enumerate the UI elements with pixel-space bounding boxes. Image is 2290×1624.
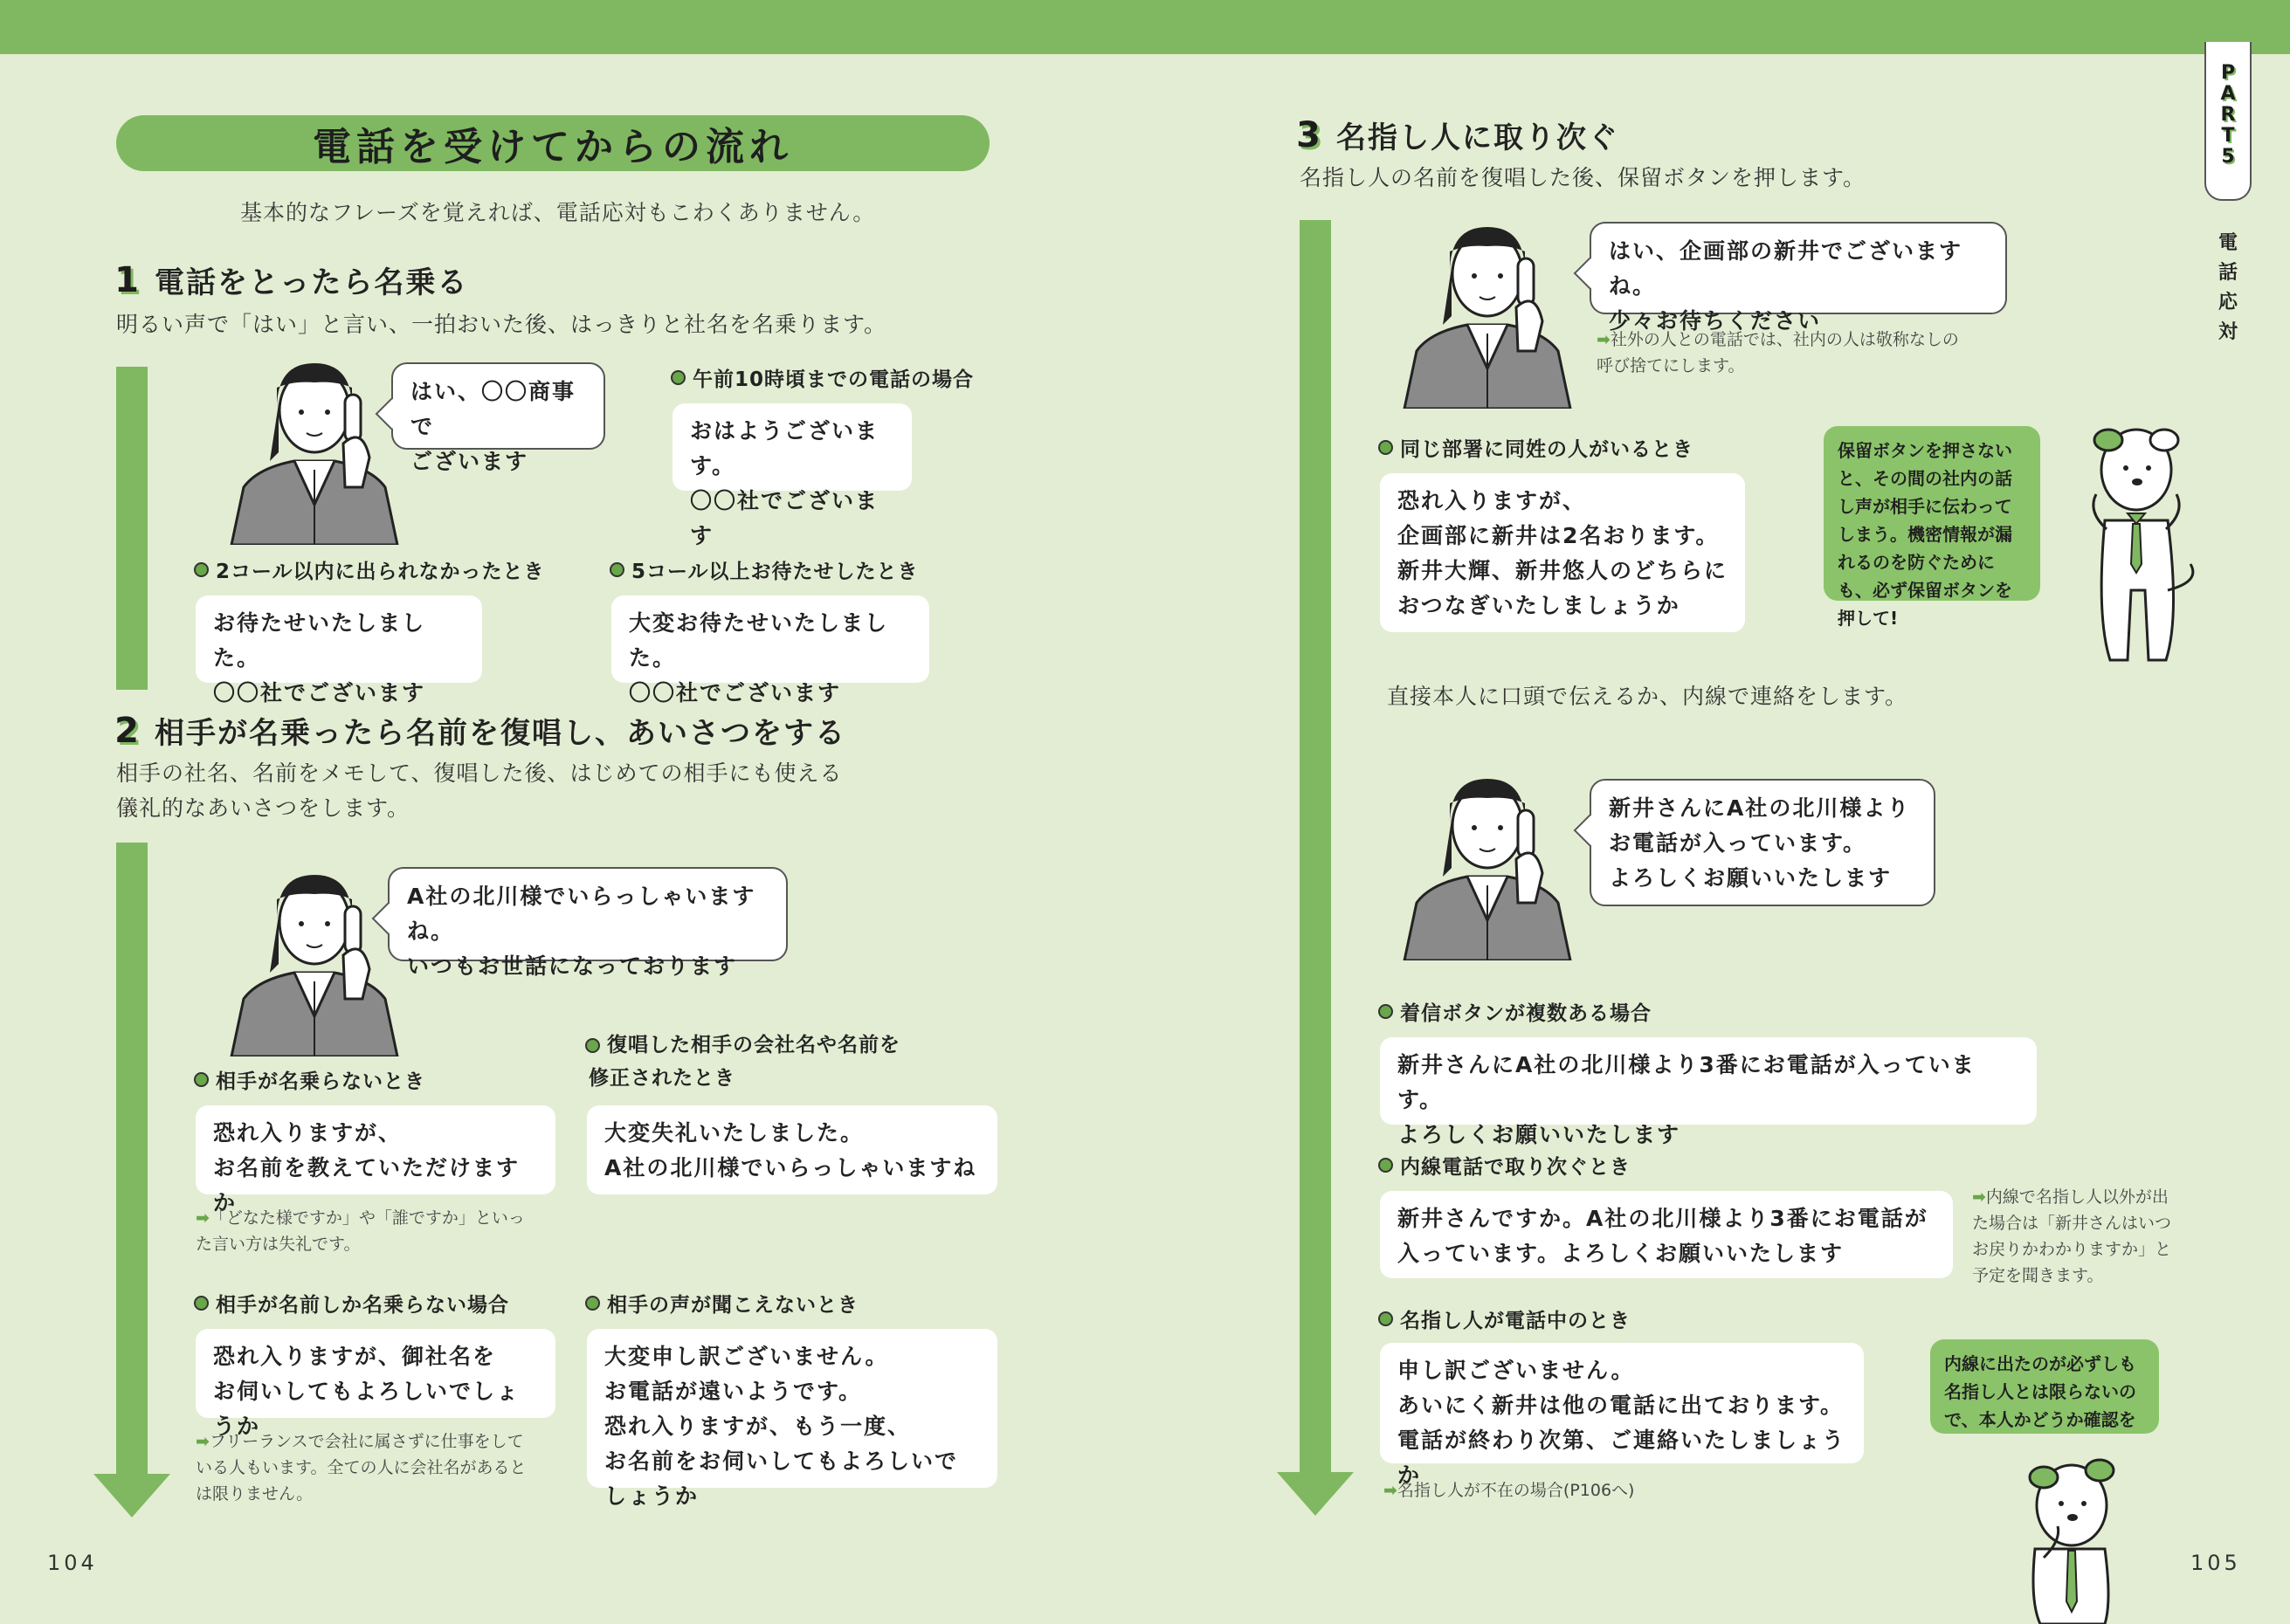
woman-on-phone-illustration [223,868,406,1056]
page-title: 電話を受けてからの流れ [116,115,990,171]
case-ext-label-text: 内線電話で取り次ぐとき [1400,1156,1631,1179]
step3-confirm-bubble [1590,222,2007,334]
case-onlyname-note-line2: いる人もいます。全ての人に会社名があると [196,1458,527,1477]
step3-note: ➡社外の人との電話では、社内の人は敬称なしの 呼び捨てにします。 [1597,327,1959,379]
case-2call-label [194,555,545,584]
case-2call-line1: お待たせいたしました。 [213,610,426,671]
step2-bubble-line2: いつもお世話になっております [407,953,738,979]
case-onlyname-note-line1: フリーランスで会社に属さずに仕事をして [209,1432,524,1451]
step2-heading-text: 相手が名乗ったら名前を復唱し、あいさつをする [155,716,846,751]
case-noname-line1: 恐れ入りますが、 [213,1120,403,1146]
bullet-dot [194,1296,209,1311]
case-onlyname-box [196,1329,555,1439]
case-multi-line2: よろしくお願いいたします [1397,1122,1681,1147]
case-multi-box [1380,1037,2037,1147]
step3-bubble2-line3: よろしくお願いいたします [1609,865,1893,891]
step1-bubble-line2: ございます [410,449,529,474]
case-onlyname-label [194,1289,509,1318]
part-tab-label: PART5 [2220,62,2236,168]
page-number-right: 105 [2190,1551,2241,1575]
dog-mascot-illustration [2070,416,2201,669]
bullet-dot [585,1038,600,1053]
case-fix-line1: 大変失礼いたしました。 [604,1120,865,1146]
case-multi-line1: 新井さんにA社の北川様より3番にお電話が入っています。 [1397,1052,1976,1112]
absent-note-text: 名指し人が不在の場合(P106へ) [1397,1481,1635,1500]
bullet-dot [610,562,624,577]
case-onlyname-line1: 恐れ入りますが、御社名を [213,1344,497,1369]
case-2call-label-text: 2コール以内に出られなかったとき [216,561,545,583]
step3-heading-text: 名指し人に取り次ぐ [1336,120,1619,155]
case-noname-note-line2: た言い方は失礼です。 [196,1235,361,1254]
case-morning-box [673,403,912,548]
case-morning-line2: 〇〇社でございます [690,488,879,548]
case-multi-label-text: 着信ボタンが複数ある場合 [1400,1002,1652,1025]
flow-bar-3 [1300,220,1331,1477]
case-ext-box [1380,1191,1953,1278]
bullet-dot [1378,1158,1393,1173]
step2-desc [116,756,843,826]
case-same-line4: おつなぎいたしましょうか [1397,593,1680,618]
ext-note: ➡内線で名指し人以外が出た場合は「新井さんはいつお戻りかわかりますか」と予定を聞きます。 [1972,1187,2172,1285]
case-voice-line3: 恐れ入りますが、もう一度、 [604,1414,912,1439]
step2-desc-line1: 相手の社名、名前をメモして、復唱した後、はじめての相手にも使える [116,760,843,786]
case-busy-label [1378,1304,1631,1333]
case-same-label-text: 同じ部署に同姓の人がいるとき [1400,438,1693,461]
case-voice-label [585,1289,859,1318]
step3-note-line2: 呼び捨てにします。 [1597,356,1745,375]
step3-heading [1298,114,1619,156]
flow-bar-1 [116,367,148,690]
case-morning-line1: おはようございます。 [690,418,879,478]
case-busy-box [1380,1343,1864,1488]
case-onlyname-line2: お伺いしてもよろしいでしょうか [213,1379,521,1439]
case-onlyname-note-line3: は限りません。 [196,1484,314,1504]
case-voice-line4: お名前をお伺いしてもよろしいでしょうか [604,1449,959,1509]
step2-heading [116,709,846,752]
step2-desc-line2: 儀礼的なあいさつをします。 [116,795,410,821]
case-morning-label-text: 午前10時頃までの電話の場合 [693,368,975,391]
bullet-dot [194,1072,209,1087]
bullet-dot [1378,1311,1393,1326]
bullet-dot [671,370,686,385]
bullet-dot [1378,440,1393,455]
top-bar [0,0,2290,54]
case-ext-line1: 新井さんですか。A社の北川様より3番にお電話が [1397,1206,1928,1231]
flow-arrowhead-right [1277,1472,1354,1516]
bullet-dot [194,562,209,577]
woman-on-phone-illustration [1396,220,1579,409]
case-ext-label [1378,1151,1631,1180]
step3-note-line1: 社外の人との電話では、社内の人は敬称なしの [1610,330,1959,349]
woman-on-phone-illustration [1396,772,1579,960]
step3-number: 3 [1296,114,1322,155]
case-noname-label-text: 相手が名乗らないとき [216,1070,425,1093]
step1-greeting-bubble [391,362,605,474]
case-onlyname-note: ➡フリーランスで会社に属さずに仕事をして いる人もいます。全ての人に会社名があると は限りません。 [196,1428,526,1507]
step3-bubble1-line1: はい、企画部の新井でございますね。 [1609,238,1963,299]
case-busy-line1: 申し訳ございません。 [1397,1358,1635,1383]
page-subtitle: 基本的なフレーズを覚えれば、電話応対もこわくありません。 [240,200,876,225]
case-fix-label [585,1029,900,1095]
case-5call-box [611,595,929,705]
case-5call-line2: 〇〇社でございます [629,680,842,705]
woman-on-phone-illustration [223,356,406,545]
case-same-box [1380,473,1745,632]
step2-number: 2 [114,710,141,751]
page-number-left: 104 [47,1551,98,1575]
ext-note-text: 内線で名指し人以外が出た場合は「新井さんはいつお戻りかわかりますか」と予定を聞きます。 [1972,1187,2172,1285]
case-busy-label-text: 名指し人が電話中のとき [1400,1310,1631,1332]
step1-bubble-line1: はい、〇〇商事で [410,379,576,439]
case-noname-box [196,1105,555,1215]
case-noname-note: ➡「どなた様ですか」や「誰ですか」といっ た言い方は失礼です。 [196,1205,525,1257]
section-side-label: 電話応対 [2218,232,2238,343]
step1-heading-text: 電話をとったら名乗る [155,265,469,300]
case-same-line1: 恐れ入りますが、 [1397,488,1587,513]
case-fix-box [587,1105,997,1194]
case-morning-label [671,363,974,392]
step2-bubble-line1: A社の北川様でいらっしゃいますね。 [407,884,756,944]
case-noname-line2: お名前を教えていただけますか [213,1155,521,1215]
case-onlyname-label-text: 相手が名前しか名乗らない場合 [216,1294,509,1317]
absent-note: ➡名指し人が不在の場合(P106へ) [1383,1481,1635,1500]
case-ext-line2: 入っています。よろしくお願いいたします [1397,1241,1845,1266]
step3-desc: 名指し人の名前を復唱した後、保留ボタンを押します。 [1300,165,1866,190]
dog-tip-bubble-2: 内線に出たのが必ずしも名指し人とは限らないので、本人かどうか確認を [1930,1339,2159,1434]
case-voice-line2: お電話が遠いようです。 [604,1379,863,1404]
direct-contact-text: 直接本人に口頭で伝えるか、内線で連絡をします。 [1387,684,1908,709]
case-5call-label [610,555,919,584]
step3-bubble2-line1: 新井さんにA社の北川様より [1609,795,1911,821]
case-busy-line3: 電話が終わり次第、ご連絡いたしましょうか [1397,1428,1846,1488]
step2-greeting-bubble [388,867,788,979]
flow-bar-2 [116,843,148,1480]
case-2call-box [196,595,482,705]
case-noname-note-line1: 「どなた様ですか」や「誰ですか」といっ [209,1208,525,1228]
case-2call-line2: 〇〇社でございます [213,680,426,705]
case-fix-label-line1: 復唱した相手の会社名や名前を [607,1034,900,1056]
case-5call-label-text: 5コール以上お待たせしたとき [631,561,919,583]
dog-mascot-thinking-illustration [2009,1453,2131,1624]
bullet-dot [585,1296,600,1311]
case-same-label [1378,433,1693,462]
case-fix-label-line2: 修正されたとき [589,1067,735,1090]
case-voice-line1: 大変申し訳ございません。 [604,1344,889,1369]
case-5call-line1: 大変お待たせいたしました。 [629,610,889,671]
case-same-line3: 新井大輝、新井悠人のどちらに [1397,558,1728,583]
step3-bubble1-line2: 少々お待ちください [1609,308,1822,334]
dog-tip-bubble: 保留ボタンを押さないと、その間の社内の話し声が相手に伝わってしまう。機密情報が漏れるのを防ぐためにも、必ず保留ボタンを押して! [1824,426,2040,601]
case-busy-line2: あいにく新井は他の電話に出ております。 [1397,1393,1845,1418]
step1-number: 1 [114,259,141,300]
step3-bubble2-line2: お電話が入っています。 [1609,830,1867,856]
bullet-dot [1378,1004,1393,1019]
case-noname-label [194,1065,425,1094]
case-multi-label [1378,997,1652,1026]
flow-arrowhead-left [93,1474,170,1517]
step3-transfer-bubble [1590,779,1935,906]
case-fix-line2: A社の北川様でいらっしゃいますね [604,1155,977,1180]
step1-desc: 明るい声で「はい」と言い、一拍おいた後、はっきりと社名を名乗ります。 [116,312,887,337]
step1-heading [116,258,468,301]
case-same-line2: 企画部に新井は2名おります。 [1397,523,1720,548]
case-voice-box [587,1329,997,1509]
case-voice-label-text: 相手の声が聞こえないとき [607,1294,859,1317]
